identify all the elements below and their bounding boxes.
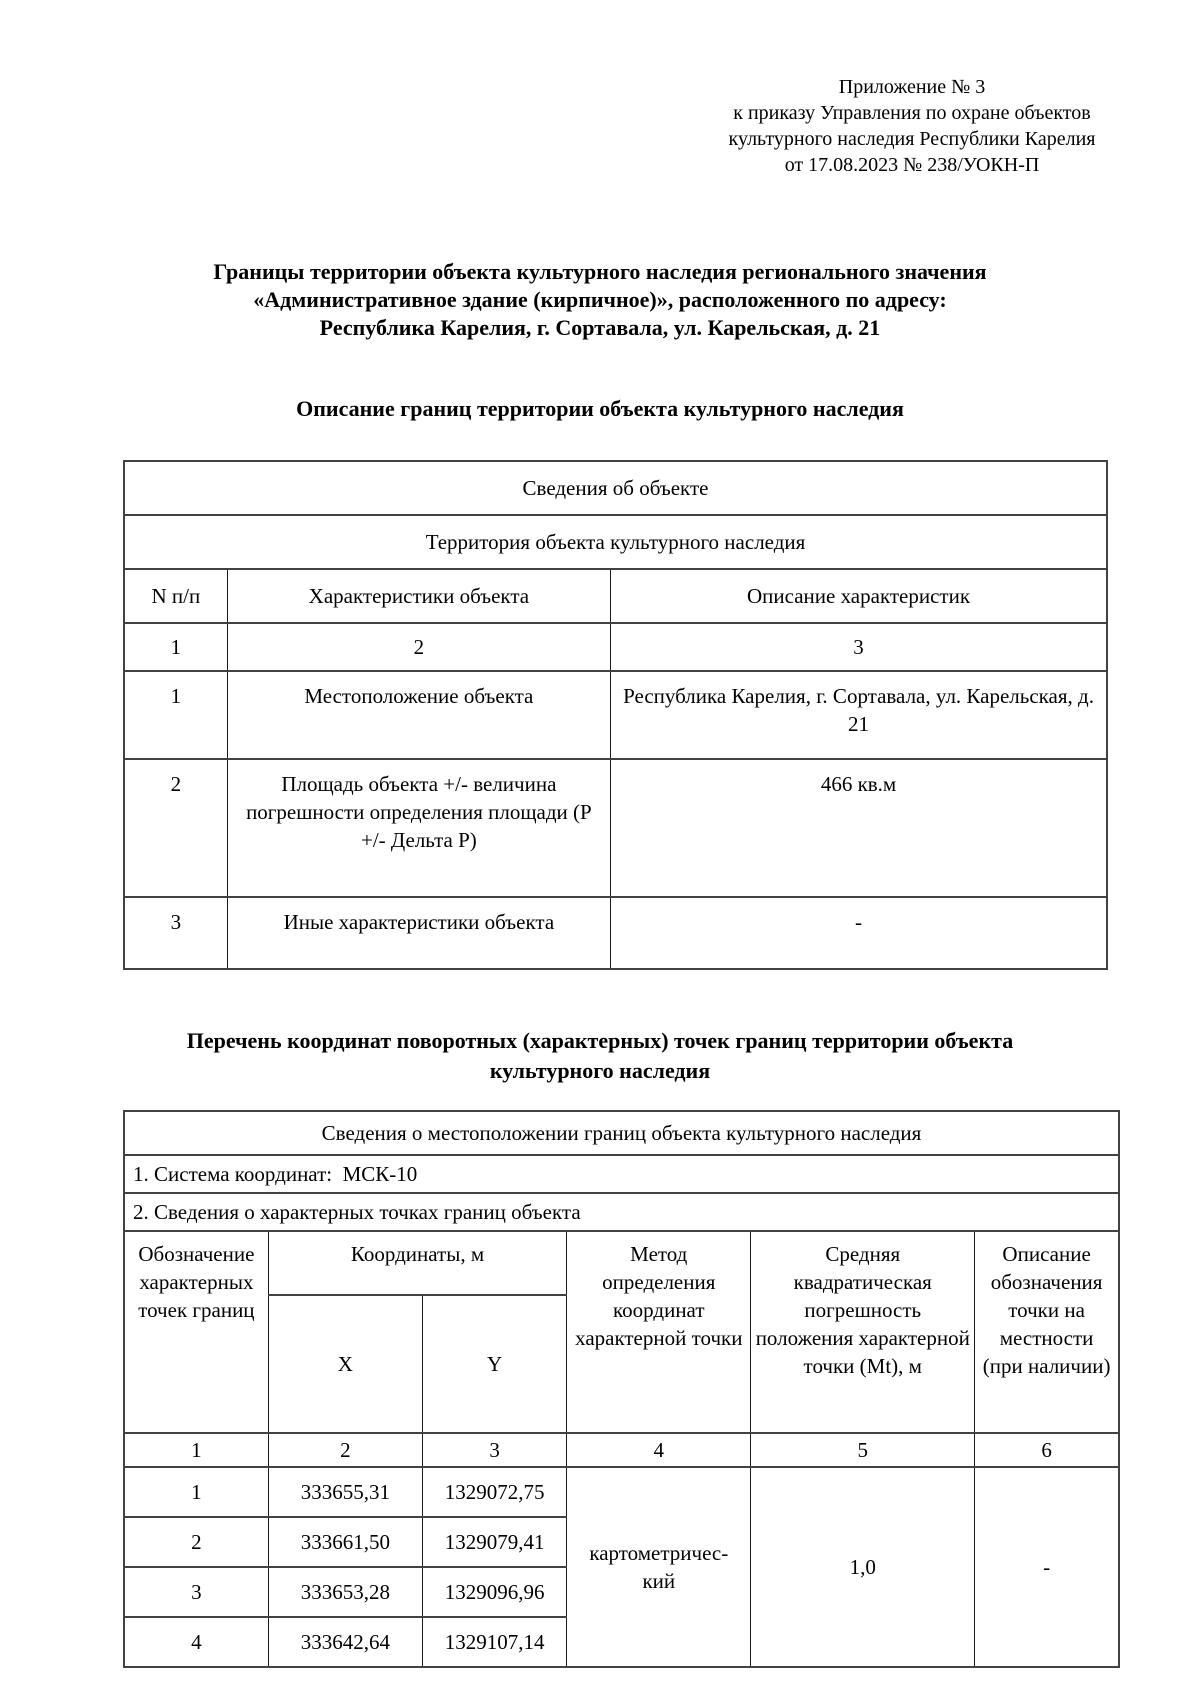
point-x: 333661,50 — [268, 1517, 422, 1567]
table-header-row — [124, 1231, 1119, 1295]
document-title — [0, 258, 1200, 342]
table-row — [124, 897, 1107, 969]
column-header-x: X — [268, 1295, 422, 1433]
point-y: 1329079,41 — [422, 1517, 566, 1567]
object-info-caption: Сведения об объекте — [124, 461, 1107, 515]
point-row — [124, 1467, 1119, 1517]
table-caption-row — [124, 461, 1107, 515]
section2-heading: Перечень координат поворотных (характерных) точек границ территории объекта культурного наследия — [186, 1028, 1014, 1083]
point-y: 1329107,14 — [422, 1617, 566, 1667]
column-number: 1 — [124, 1433, 268, 1467]
row-num: 1 — [124, 671, 227, 759]
column-number-row — [124, 1433, 1119, 1467]
column-header-characteristic: Характеристики объекта — [227, 569, 610, 623]
column-number-row — [124, 623, 1107, 671]
column-header-coordinates: Координаты, м — [268, 1231, 566, 1295]
column-number: 6 — [975, 1433, 1119, 1467]
object-info-table — [123, 460, 1108, 970]
document-title-line: Границы территории объекта культурного наследия регионального значения — [213, 259, 987, 284]
point-number: 2 — [124, 1517, 268, 1567]
column-number: 4 — [567, 1433, 751, 1467]
table-row — [124, 759, 1107, 897]
annex-note-line: культурного наследия Республики Карелия — [728, 128, 1096, 150]
point-x: 333655,31 — [268, 1467, 422, 1517]
coordinates-table — [123, 1110, 1120, 1668]
point-x: 333642,64 — [268, 1617, 422, 1667]
object-territory-caption: Территория объекта культурного наследия — [124, 515, 1107, 569]
document-title-line: Республика Карелия, г. Сортавала, ул. Карельская, д. 21 — [319, 315, 881, 340]
row-characteristic: Местоположение объекта — [227, 671, 610, 759]
point-number: 4 — [124, 1617, 268, 1667]
column-header-y: Y — [422, 1295, 566, 1433]
column-number: 2 — [268, 1433, 422, 1467]
point-y: 1329072,75 — [422, 1467, 566, 1517]
method-value — [567, 1467, 751, 1667]
points-info-value: 2. Сведения о характерных точках границ объекта — [124, 1193, 1119, 1231]
table-header-row — [124, 569, 1107, 623]
column-header-description: Описание обозначения точки на местности (при наличии) — [975, 1231, 1119, 1433]
column-number: 3 — [422, 1433, 566, 1467]
coordinate-system-value: 1. Система координат: МСК-10 — [124, 1155, 1119, 1193]
method-value-line: картометричес- — [589, 1541, 729, 1565]
method-value-line: кий — [642, 1569, 676, 1593]
row-characteristic: Иные характеристики объекта — [227, 897, 610, 969]
column-number: 1 — [124, 623, 227, 671]
column-number: 2 — [227, 623, 610, 671]
section1-heading: Описание границ территории объекта культурного наследия — [296, 396, 904, 421]
document-title-line: «Административное здание (кирпичное)», расположенного по адресу: — [253, 287, 947, 312]
annex-note-line: от 17.08.2023 № 238/УОКН-П — [784, 154, 1040, 176]
annex-note-line: к приказу Управления по охране объектов — [733, 102, 1091, 124]
column-number: 5 — [751, 1433, 975, 1467]
row-num: 3 — [124, 897, 227, 969]
point-x: 333653,28 — [268, 1567, 422, 1617]
error-value: 1,0 — [751, 1467, 975, 1667]
row-description: 466 кв.м — [611, 759, 1107, 897]
points-info-row — [124, 1193, 1119, 1231]
column-header-description: Описание характеристик — [611, 569, 1107, 623]
column-header-point-label: Обозначение характерных точек границ — [124, 1231, 268, 1433]
column-header-num: N п/п — [124, 569, 227, 623]
column-header-error: Средняя квадратическая погрешность положения характерной точки (Mt), м — [751, 1231, 975, 1433]
row-characteristic: Площадь объекта +/- величина погрешности определения площади (Р +/- Дельта Р) — [227, 759, 610, 897]
point-number: 3 — [124, 1567, 268, 1617]
table-row — [124, 671, 1107, 759]
column-number: 3 — [611, 623, 1107, 671]
table-caption-row — [124, 515, 1107, 569]
column-header-method: Метод определения координат характерной точки — [567, 1231, 751, 1433]
point-number: 1 — [124, 1467, 268, 1517]
description-value: - — [975, 1467, 1119, 1667]
coordinates-table-caption: Сведения о местоположении границ объекта культурного наследия — [124, 1111, 1119, 1155]
row-num: 2 — [124, 759, 227, 897]
annex-note-line: Приложение № 3 — [838, 76, 986, 98]
coordinate-system-row — [124, 1155, 1119, 1193]
annex-note — [672, 74, 1152, 178]
table-caption-row — [124, 1111, 1119, 1155]
row-description: - — [611, 897, 1107, 969]
point-y: 1329096,96 — [422, 1567, 566, 1617]
row-description: Республика Карелия, г. Сортавала, ул. Карельская, д. 21 — [611, 671, 1107, 759]
